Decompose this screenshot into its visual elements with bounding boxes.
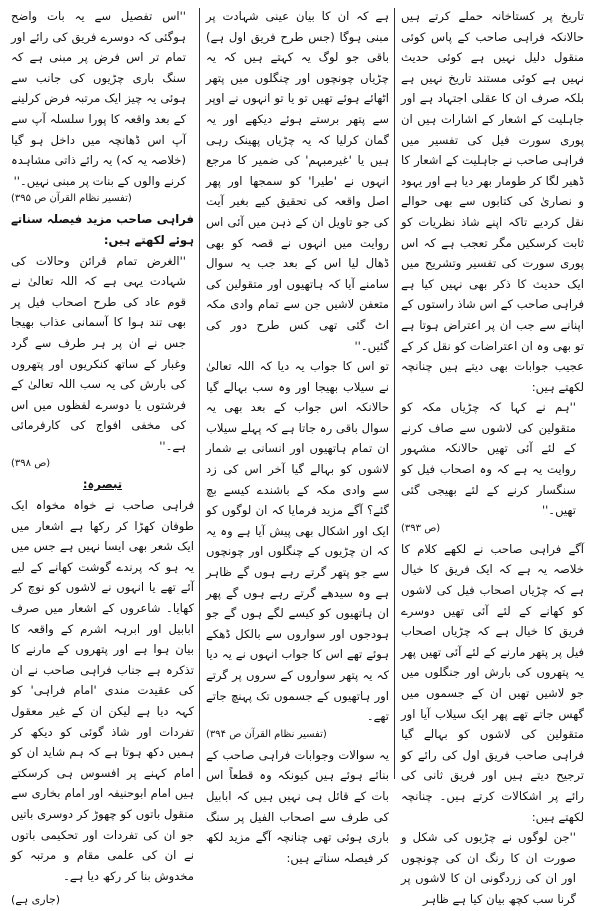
paragraph: فراہی صاحب نے خواہ مخواہ ایک طوفان کھڑا کر رکھا ہے اشعار میں ایک شعر بھی ایسا نہیں ہے جس میں یہ ہو کہ پرندے گوشت کھانے کے لیے آئے تھے یا انہوں نے لاشوں کو نوچ کر کھایا۔ شاعروں کے اشعار میں صرف ابابیل اور ابرہہ اشرم کے واقعہ کا بیان ہوا ہے اور پتھروں کے مارنے کا تذکرہ ہے جناب فراہی صاحب نے ان کی عقیدت مندی 'امام فراہی' کو کہہ دیا ہے لیکن ان کے غیر معقول تفردات اور شاذ گوئی کو دیکھ کر ہمیں دکھ ہوتا ہے کہ ہم شاید ان کو امام کہنے پر افسوس ہی کرسکتے ہیں امام ابوحنیفہ اور امام بخاری سے منقول باتوں کو چھوڑ کر دوسری باتیں جو ان کی تفردات اور تحکیمی باتوں نے ان کی علمی مقام و مرتبہ کو مخدوش بنا کر رکھ دیا ہے۔ (11, 498, 194, 883)
page-reference: (تفسیر نظام القرآن ص ۳۹۴) (206, 728, 327, 740)
page-reference: (ص ۳۹۳) (401, 522, 441, 534)
section-title: تبصرہ: (82, 477, 123, 492)
paragraph: یہ سوالات وجوابات فراہی صاحب کے بنائے ہوئے ہیں کیونکہ وہ قطعاً اس بات کے قائل ہی نہیں ہیں کہ ابابیل کی طرف سے اصحاب الفیل پر سنگ باری ہوئی تھی چنانچہ آگے مزید لکھ کر فیصلہ سناتے ہیں: (206, 747, 389, 865)
paragraph: ہے کہ ان کا بیان عینی شہادت پر مبنی ہوگا (جس طرح فریق اول ہے) باقی جو لوگ یہ کہتے ہیں کہ یہ چڑیاں چونچوں اور چنگلوں میں پتھر اٹھائے ہوئے تھیں تو یا تو انہوں نے اوپر سے پتھر برستے ہوئے دیکھے اور یہ گمان کرلیا کہ یہ چڑیاں پھینک رہی ہیں یا 'غیرمبہم' کی ضمیر کا مرجع انہوں نے 'طیرا' کو سمجھا اور پھر اصل واقعہ کی تحقیق کیے بغیر آیت کی جو تاویل ان کے ذہن میں آئی اس روایت میں انہوں نے قصہ کو بھی ڈھال لیا اس کے بعد جب یہ سوال سامنے آیا کہ ہاتھیوں اور متقولین کی متعفن لاشیں جن سے تمام وادی مکہ اٹ گئی تھی کس طرح دور کی گئیں۔'' (206, 9, 389, 353)
quotation: ''اس تفصیل سے یہ بات واضح ہوگئی کہ دوسرے فریق کی رائے اور تمام تر اس فرض پر مبنی ہے کہ سنگ باری چڑیوں کی جانب سے ہوئی یہ چیز ایک مرتبہ فرض کرلینے کے بعد واقعہ کا پورا سلسلہ آپ سے آپ اس ڈھانچہ میں داخل ہو گیا (خلاصہ یہ کہ) یہ رائے ذاتی مشاہدہ کرنے والوں کے بنات پر مبنی نہیں۔'' (11, 9, 186, 188)
column-left (11, 6, 194, 907)
page-reference: (تفسیر نظام القرآن ص ۳۹۵) (11, 193, 132, 205)
quotation: ''جن لوگوں نے چڑیوں کی شکل و صورت ان کا رنگ ان کی چونچوں اور ان کی زردگونی ان کا لاشوں پر گرنا سب کچھ بیان کیا ہے ظاہر (401, 830, 576, 906)
quotation: ''ہم نے کہا کہ چڑیاں مکہ کو متقولین کی لاشوں سے صاف کرنے کے لئے آئی تھیں حالانکہ مشہور روایت یہ ہے کہ وہ اصحاب فیل کو سنگسار کرنے کے لئے بھیجی گئی تھیں۔'' (401, 400, 576, 518)
page-reference: (ص ۳۹۸) (11, 458, 51, 470)
column-divider (199, 8, 200, 779)
quotation: ''الغرض تمام قرائن وحالات کی شہادت یہی ہے کہ اللہ تعالیٰ نے قوم عاد کی طرح اصحاب فیل پر بھی تند ہوا کا آسمانی عذاب بھیجا جس نے ان پر ہر طرف سے گرد وغبار کے ساتھ کنکریوں اور پتھروں کی بارش کی یہ سب اللہ تعالیٰ کے فرشتوں یا دوسرے لفظوں میں اس کی مخفی افواج کی کارفرمائی ہے۔'' (11, 253, 186, 453)
paragraph: تاریخ پر کستاخانہ حملے کرتے ہیں حالانکہ فراہی صاحب کے پاس کوئی منقول دلیل نہیں ہے کوئی حدیث نہیں ہے کوئی مستند تاریخ نہیں ہے بلکہ صرف ان کا عقلی اجتہاد ہے اور جاہلیت کے اشعار کے اشارات ہیں ان پوری سورت فیل کی تفسیر میں فراہی صاحب نے جاہلیت کے اشعار کا ڈھیر لگا کر طومار بھر دیا ہے اور یہود و نصاریٰ کی کتابوں سے بھی حوالے نقل کردیے تاکہ اپنے شاذ نظریات کو ثابت کرسکیں مگر تعجب ہے کہ اس پوری سورت کی تفسیر وتشریح میں ایک حدیث کا ذکر بھی نہیں کیا ہے فراہی صاحب کے اس شاذ راستوں کے اپنانے سے جب ان پر اعتراض ہوتا ہے تو بھی وہ ان اعتراضات کو نقل کر کے عجیب جوابات بھی دیتے ہیں چنانچہ لکھتے ہیں: (401, 9, 584, 394)
subheading: فراہی صاحب مزید فیصلہ سناتے ہوئے لکھتے ہیں: (11, 212, 194, 247)
paragraph: تو اس کا جواب یہ دیا کہ اللہ تعالیٰ نے سیلاب بھیجا اور وہ سب بہالے گیا حالانکہ اس جواب کے بعد بھی یہ سوال باقی رہ جاتا ہے کہ پہلے سیلاب ان تمام ہاتھیوں اور انسانی بے شمار لاشوں کو بہالے گیا آخر اس کی زد سے وادی مکہ کے باشندے کیسے بچ گئے؟ آگے مزید فرمایا کہ ان لوگوں کو ایک اور اشکال بھی پیش آیا ہے وہ یہ کہ ان چڑیوں کے چنگلوں اور چونچوں سے جو پتھر گرتے رہے ہوں گے ظاہر ہے وہ سیدھے گرتے رہے ہوں گے پھر ان ہاتھیوں کو کیسے لگے ہوں گے جو ہودجوں اور سواروں سے بالکل ڈھکے ہوئے تھے اس کا جواب انہوں نے یہ دیا کہ یہ پتھر سواروں کے سروں پر گرتے اور ہاتھیوں کے جسموں تک پہنچ جاتے تھے۔ (206, 359, 389, 724)
paragraph: آگے فراہی صاحب نے لکھے کلام کا خلاصہ یہ ہے کہ ایک فریق کا خیال ہے کہ چڑیاں اصحاب فیل کی لاشوں کو کھانے کے لئے آئی تھیں دوسرے فریق کا خیال ہے کہ چڑیاں اصحاب فیل پر پتھر مارنے کے لئے آئی تھیں پھر یہ پتھروں کی بارش اور جنگلوں میں جو لاشیں تھیں ان کے جسموں میں گھس جاتے تھے پھر ایک سیلاب آیا اور متقولین کی لاشوں کو بہالے گیا فراہی صاحب فریق اول کی رائے کو ترجیح دیتے ہیں اور فریق ثانی کی رائے پر اشکالات کرتے ہیں۔ چنانچہ لکھتے ہیں: (401, 541, 584, 824)
continued-note: (جاری ہے) (11, 893, 61, 907)
column-divider (394, 8, 395, 779)
column-right (401, 6, 584, 906)
column-middle (206, 6, 389, 865)
